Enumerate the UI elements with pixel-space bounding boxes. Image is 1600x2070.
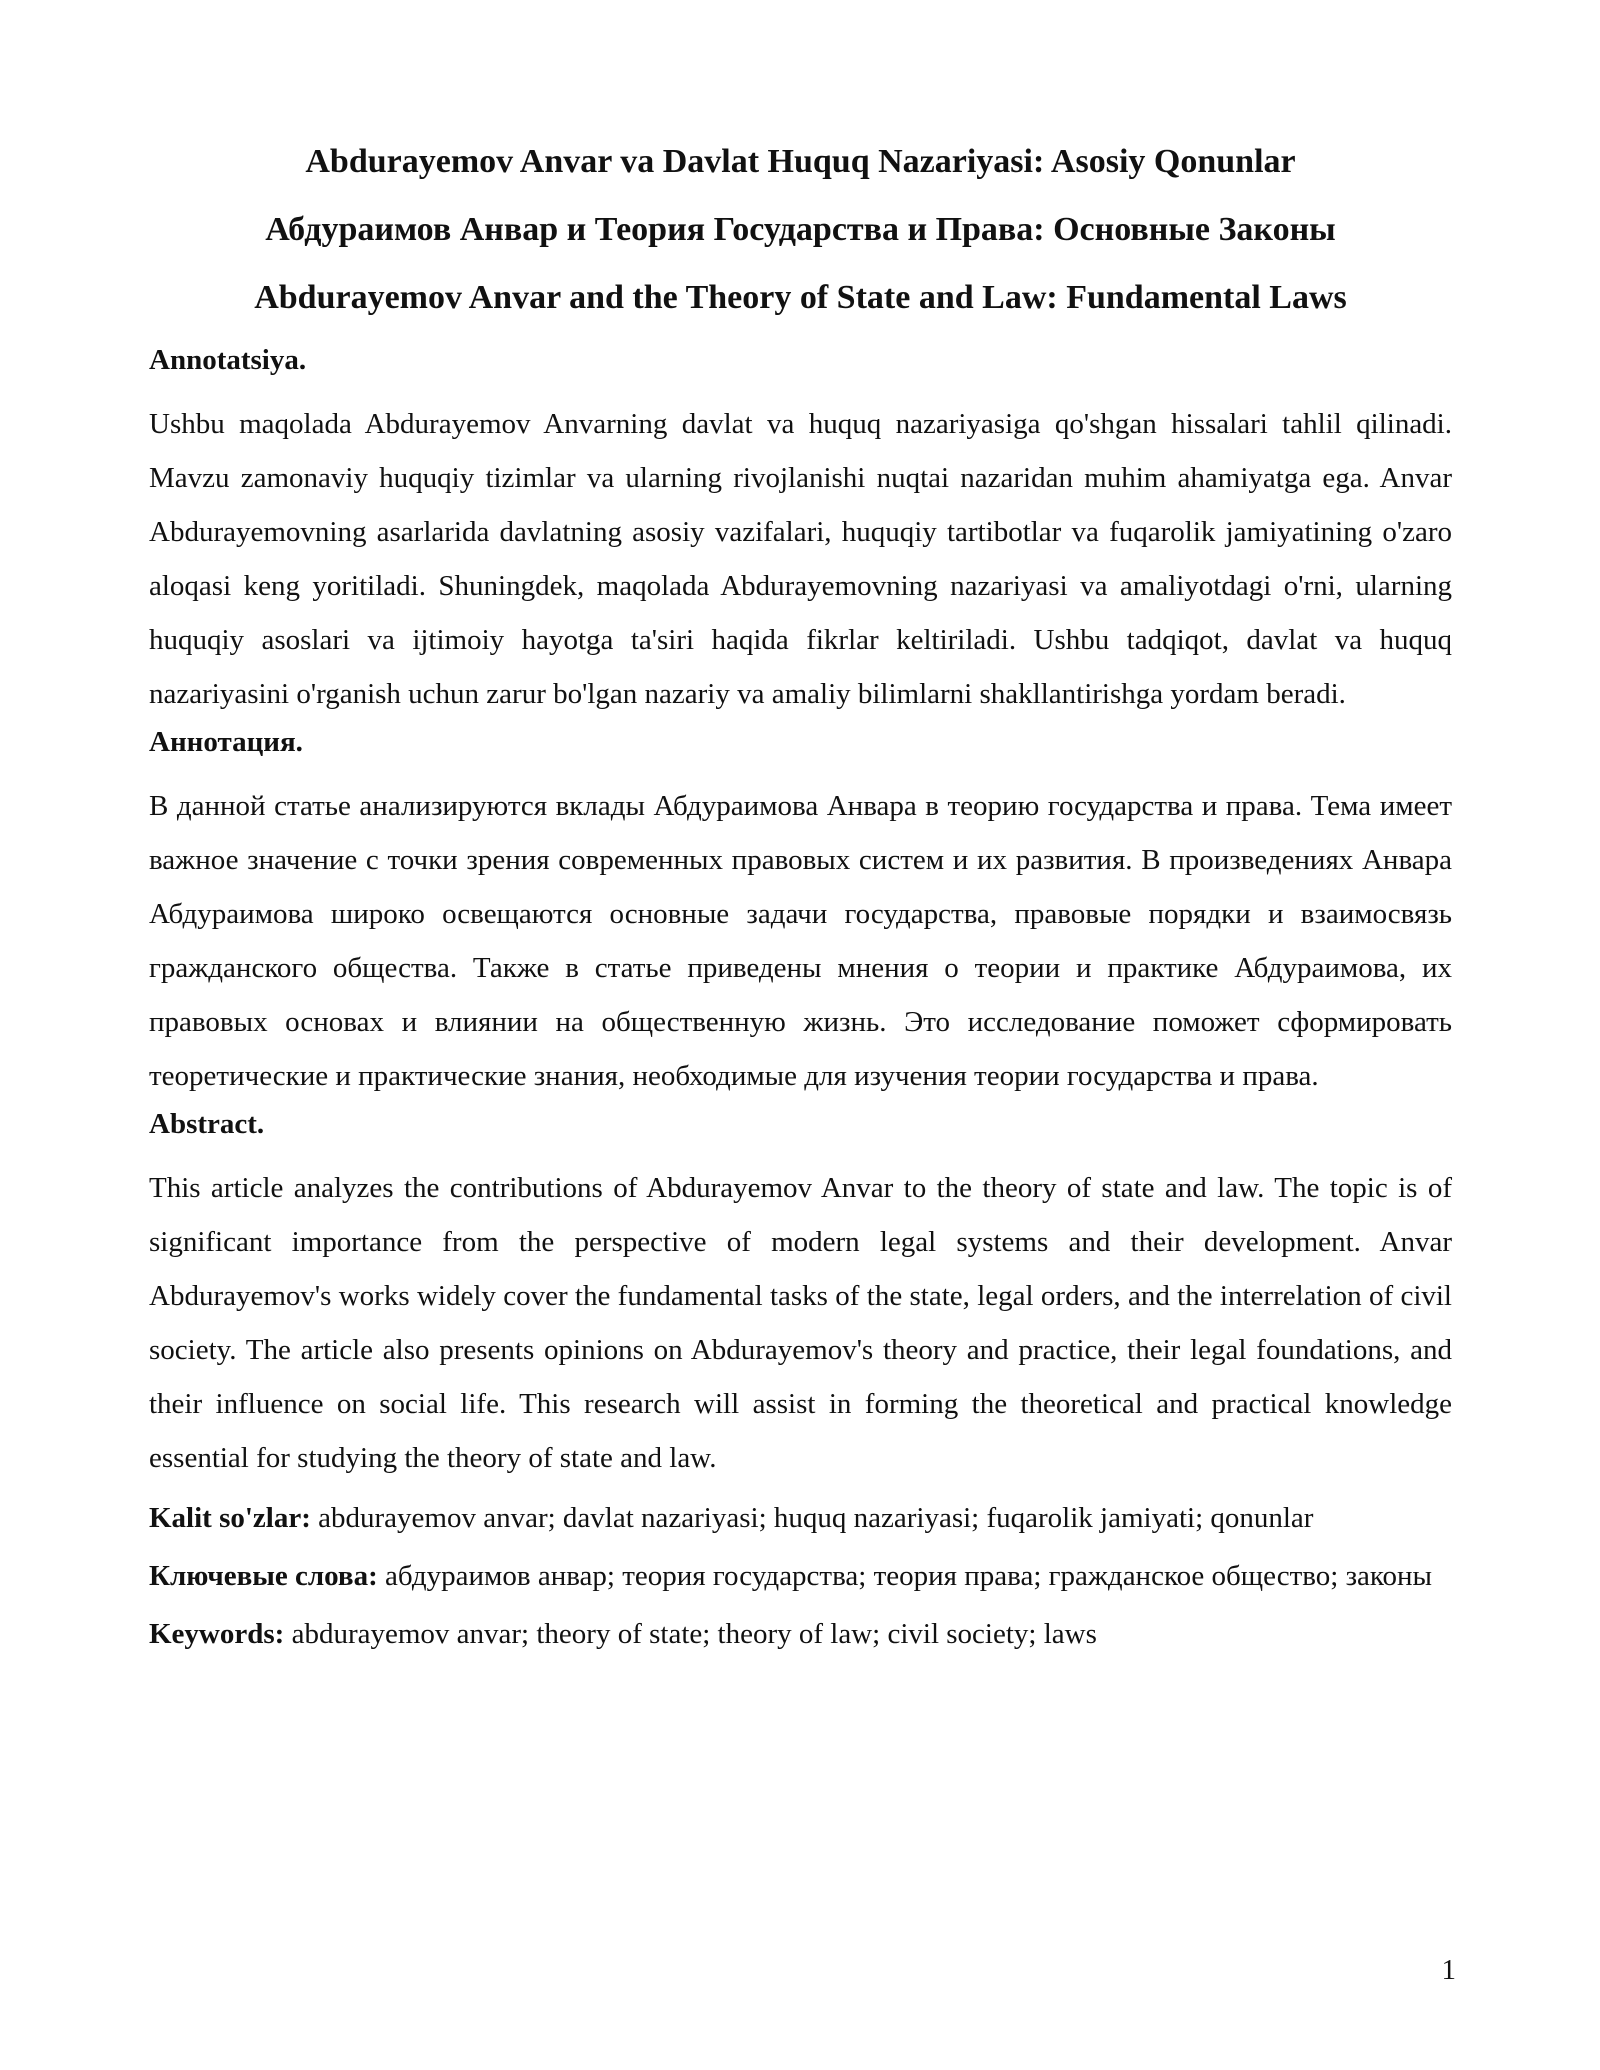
keywords-ru-text: абдураимов анвар; теория государства; теория права; гражданское общество; законы bbox=[377, 1560, 1433, 1592]
keywords-uz-text: abdurayemov anvar; davlat nazariyasi; huquq nazariyasi; fuqarolik jamiyati; qonunlar bbox=[310, 1502, 1314, 1534]
document-page bbox=[149, 145, 1452, 1665]
annotation-uz-heading: Annotatsiya. bbox=[149, 344, 307, 376]
title-english: Abdurayemov Anvar and the Theory of State and Law: Fundamental Laws bbox=[254, 279, 1347, 316]
keywords-ru bbox=[149, 1549, 1452, 1603]
abstract-en-text: This article analyzes the contributions of Abdurayemov Anvar to the theory of state and law. The topic is of significant importance from the perspective of modern legal systems and their development. Anvar Abdurayemov's works widely cover the fundamental tasks of the state, legal orders, and the interrelation of civil society. The article also presents opinions on Abdurayemov's theory and practice, their legal foundations, and their influence on social life. This research will assist in forming the theoretical and practical knowledge essential for studying the theory of state and law. bbox=[149, 1172, 1452, 1474]
keywords-en-label: Keywords: bbox=[149, 1618, 285, 1650]
annotation-uz-text: Ushbu maqolada Abdurayemov Anvarning davlat va huquq nazariyasiga qo'shgan hissalari tahlil qilinadi. Mavzu zamonaviy huquqiy tizimlar va ularning rivojlanishi nuqtai nazaridan muhim ahamiyatga ega. Anvar Abdurayemovning asarlarida davlatning asosiy vazifalari, huquqiy tartibotlar va fuqarolik jamiyatining o'zaro aloqasi keng yoritiladi. Shuningdek, maqolada Abdurayemovning nazariyasi va amaliyotdagi o'rni, ularning huquqiy asoslari va ijtimoiy hayotga ta'siri haqida fikrlar keltiriladi. Ushbu tadqiqot, davlat va huquq nazariyasini o'rganish uchun zarur bo'lgan nazariy va amaliy bilimlarni shakllantirishga yordam beradi. bbox=[149, 408, 1452, 710]
keywords-en-text: abdurayemov anvar; theory of state; theory of law; civil society; laws bbox=[284, 1618, 1097, 1650]
keywords-ru-label: Ключевые слова: bbox=[149, 1560, 378, 1592]
keywords-uz bbox=[149, 1491, 1452, 1545]
title-russian: Абдураимов Анвар и Теория Государства и Права: Основные Законы bbox=[265, 211, 1336, 248]
abstract-en-heading: Abstract. bbox=[149, 1108, 265, 1140]
keywords-en bbox=[149, 1607, 1452, 1661]
title-uzbek: Abdurayemov Anvar va Davlat Huquq Nazariyasi: Asosiy Qonunlar bbox=[305, 143, 1296, 180]
keywords-uz-label: Kalit so'zlar: bbox=[149, 1502, 311, 1534]
page-number: 1 bbox=[1441, 1954, 1456, 1986]
annotation-ru-heading: Аннотация. bbox=[149, 726, 303, 758]
annotation-ru-text: В данной статье анализируются вклады Абдураимова Анвара в теорию государства и права. Тема имеет важное значение с точки зрения современных правовых систем и их развития. В произведениях Анвара Абдураимова широко освещаются основные задачи государства, правовые порядки и взаимосвязь гражданского общества. Также в статье приведены мнения о теории и практике Абдураимова, их правовых основах и влиянии на общественную жизнь. Это исследование поможет сформировать теоретические и практические знания, необходимые для изучения теории государства и права. bbox=[149, 790, 1452, 1092]
